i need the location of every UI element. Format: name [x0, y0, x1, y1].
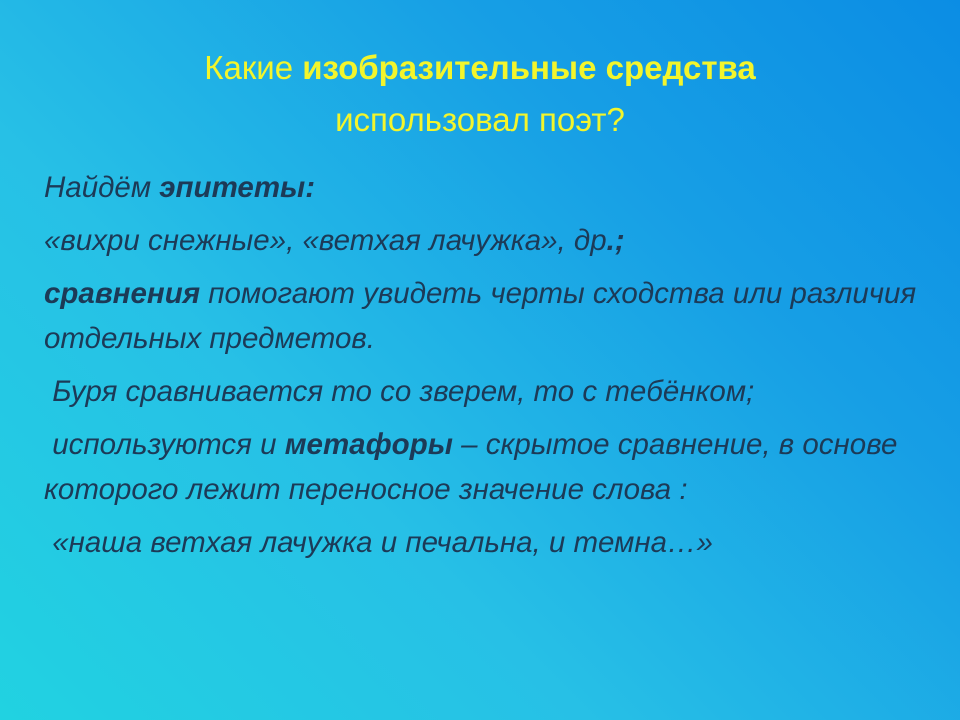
epithets-term: эпитеты: — [159, 171, 316, 204]
metaphors-term: метафоры — [284, 428, 453, 461]
title-line-2: использовал поэт? — [335, 101, 625, 138]
slide-body — [44, 165, 934, 573]
comparisons-text: помогают увидеть черты сходства или различия отдельных предметов. — [44, 277, 917, 355]
title-bold-phrase: изобразительные средства — [302, 49, 756, 86]
metaphors-prefix: используются и — [44, 428, 285, 461]
paragraph-epithets-examples — [44, 218, 934, 263]
paragraph-quote: «наша ветхая лачужка и печальна, и темна…» — [44, 526, 713, 559]
paragraph-epithets-heading — [44, 165, 934, 210]
epithets-examples-end: .; — [606, 224, 625, 257]
epithets-examples-text: «вихри снежные», «ветхая лачужка», др — [44, 224, 607, 257]
title-line-1 — [0, 42, 960, 94]
paragraph-metaphors — [44, 422, 934, 512]
metaphors-suffix: – скрытое сравнение, в основе которого лежит переносное значение слова : — [44, 428, 898, 506]
paragraph-storm-comparison: Буря сравнивается то со зверем, то с тебёнком; — [44, 375, 755, 408]
paragraph-comparisons — [44, 271, 934, 361]
comparisons-term: сравнения — [44, 277, 201, 310]
epithets-prefix: Найдём — [44, 171, 160, 204]
title-prefix: Какие — [204, 49, 303, 86]
slide-title — [0, 42, 960, 146]
